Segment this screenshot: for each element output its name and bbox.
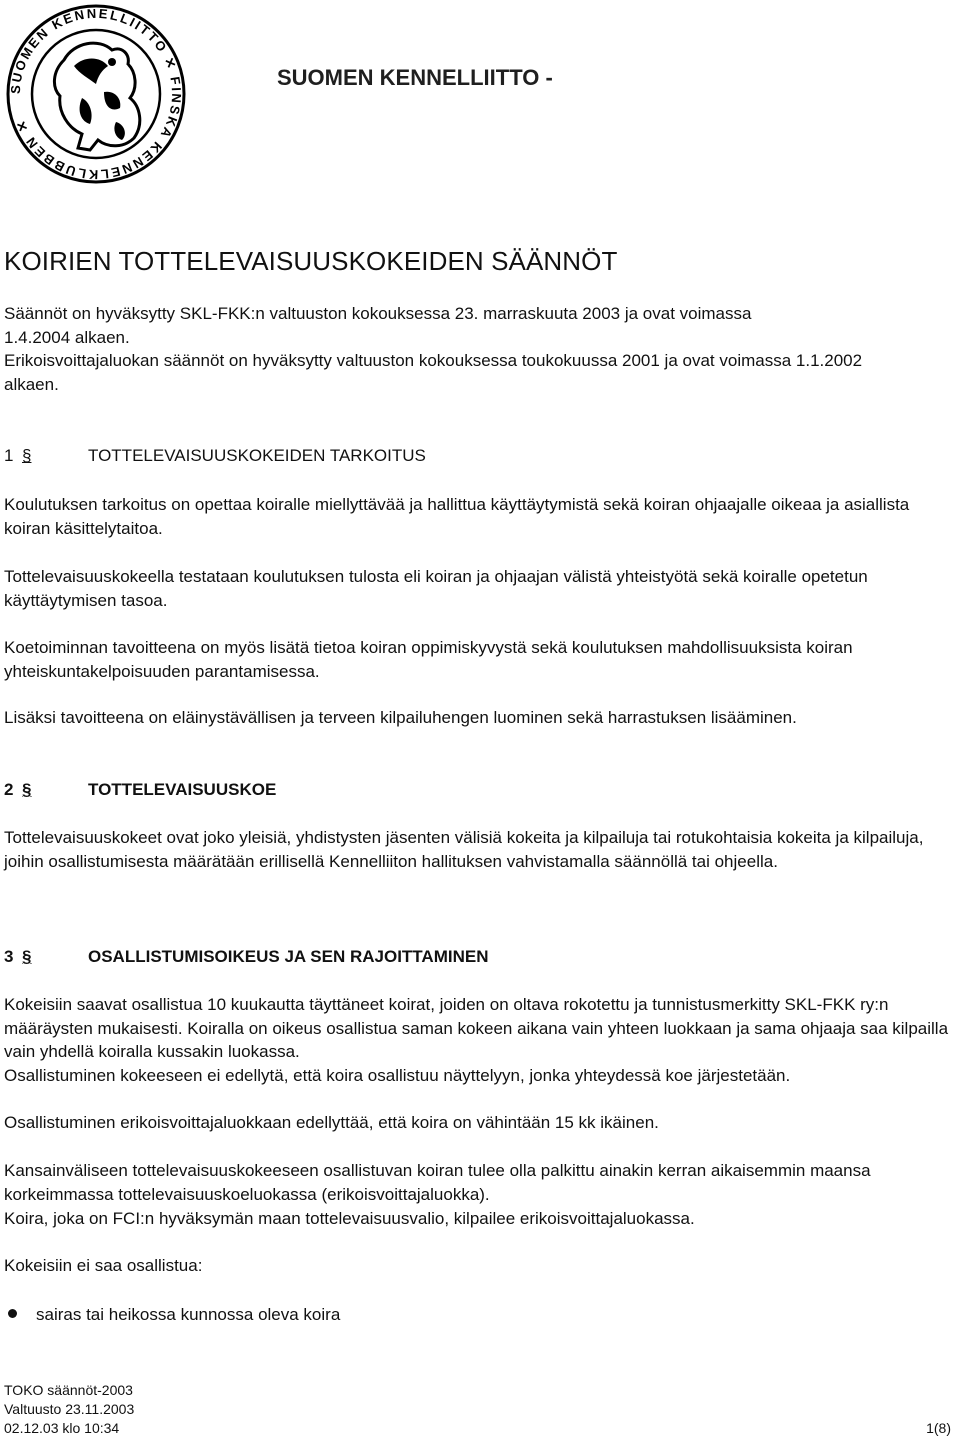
section-title: TOTTELEVAISUUSKOKEIDEN TARKOITUS xyxy=(88,446,426,465)
section-2-heading xyxy=(4,778,276,801)
footer-timestamp: 02.12.03 klo 10:34 xyxy=(4,1420,120,1436)
intro-approval: Säännöt on hyväksytty SKL-FKK:n valtuuston kokouksessa 23. marraskuuta 2003 ja ovat voimassa 1.4.2004 alkaen. xyxy=(4,304,752,347)
list-item-text: sairas tai heikossa kunnossa oleva koira xyxy=(36,1305,341,1324)
section-1-heading xyxy=(4,444,426,467)
list-item xyxy=(4,1303,341,1326)
section-1-paragraph: Lisäksi tavoitteena on eläinystävällisen ja terveen kilpailuhengen luominen sekä harrastuksen lisääminen. xyxy=(4,708,797,727)
kennel-club-logo xyxy=(4,2,188,186)
footer-doc-name: TOKO säännöt-2003 xyxy=(4,1382,133,1398)
bullet-icon xyxy=(8,1309,17,1318)
section-3-paragraph: Kansainväliseen tottelevaisuuskokeeseen osallistuvan koiran tulee olla palkittu ainakin kerran aikaisemmin maansa korkeimmassa tottelevaisuuskoeluokassa (erikoisvoittajaluokka). xyxy=(4,1161,871,1204)
section-number: 3 xyxy=(4,947,14,966)
org-name-fi: SUOMEN KENNELLIITTO - xyxy=(277,65,553,90)
section-3-paragraph: Osallistuminen erikoisvoittajaluokkaan edellyttää, että koira on vähintään 15 kk ikäinen. xyxy=(4,1113,659,1132)
section-3-paragraph: Osallistuminen kokeeseen ei edellytä, että koira osallistuu näyttelyyn, jonka yhteydessä koe järjestetään. xyxy=(4,1066,791,1085)
section-title: OSALLISTUMISOIKEUS JA SEN RAJOITTAMINEN xyxy=(88,947,489,966)
section-symbol: § xyxy=(22,446,32,465)
footer-approval: Valtuusto 23.11.2003 xyxy=(4,1401,135,1417)
document-title: KOIRIEN TOTTELEVAISUUSKOKEIDEN SÄÄNNÖT xyxy=(4,246,618,276)
section-3-paragraph: Kokeisiin saavat osallistua 10 kuukautta täyttäneet koirat, joiden on oltava rokotettu ja tunnistusmerkitty SKL-FKK ry:n määräysten mukaisesti. Koiralla on oikeus osallistua saman kokeen aikana vain yhteen luokkaan ja sama ohjaaja saa kilpailla vain yhdellä koiralla kussakin luokassa. xyxy=(4,995,949,1061)
section-number: 2 xyxy=(4,780,14,799)
section-title: TOTTELEVAISUUSKOE xyxy=(88,780,277,799)
section-1-paragraph: Koetoiminnan tavoitteena on myös lisätä tietoa koiran oppimiskyvystä sekä koulutuksen mahdollisuuksista koiran yhteiskuntakelpoisuuden parantamisessa. xyxy=(4,638,853,681)
page-number: 1(8) xyxy=(926,1420,951,1436)
section-number: 1 xyxy=(4,446,14,465)
svg-text:SUOMEN KENNELLIITTO ✕ FINSKA K: SUOMEN KENNELLIITTO ✕ FINSKA KENNELKLUBBEN ✕ xyxy=(7,5,185,183)
section-symbol: § xyxy=(22,780,32,799)
intro-special-class: Erikoisvoittajaluokan säännöt on hyväksytty valtuuston kokouksessa toukokuussa 2001 ja ovat voimassa 1.1.2002 alkaen. xyxy=(4,351,863,394)
section-3-heading xyxy=(4,945,488,968)
section-2-paragraph: Tottelevaisuuskokeet ovat joko yleisiä, yhdistysten jäsenten välisiä kokeita ja kilpailuja tai rotukohtaisia kokeita ja kilpailuja, joihin osallistumisesta määrätään erillisellä Kennelliiton hallituksen vahvistamalla säännöllä tai ohjeella. xyxy=(4,828,924,871)
section-1-paragraph: Tottelevaisuuskokeella testataan koulutuksen tulosta eli koiran ja ohjaajan välistä yhteistyötä sekä koiralle opetetun käyttäytymisen tasoa. xyxy=(4,567,868,610)
section-symbol: § xyxy=(22,947,32,966)
section-3-paragraph: Kokeisiin ei saa osallistua: xyxy=(4,1256,203,1275)
section-1-paragraph: Koulutuksen tarkoitus on opettaa koiralle miellyttävää ja hallittua käyttäytymistä sekä koiran ohjaajalle oikeaa ja asiallista koiran käsittelytaitoa. xyxy=(4,495,910,538)
organization-header xyxy=(277,4,877,144)
section-3-paragraph: Koira, joka on FCI:n hyväksymän maan tottelevaisuusvalio, kilpailee erikoisvoittajaluokassa. xyxy=(4,1209,695,1228)
